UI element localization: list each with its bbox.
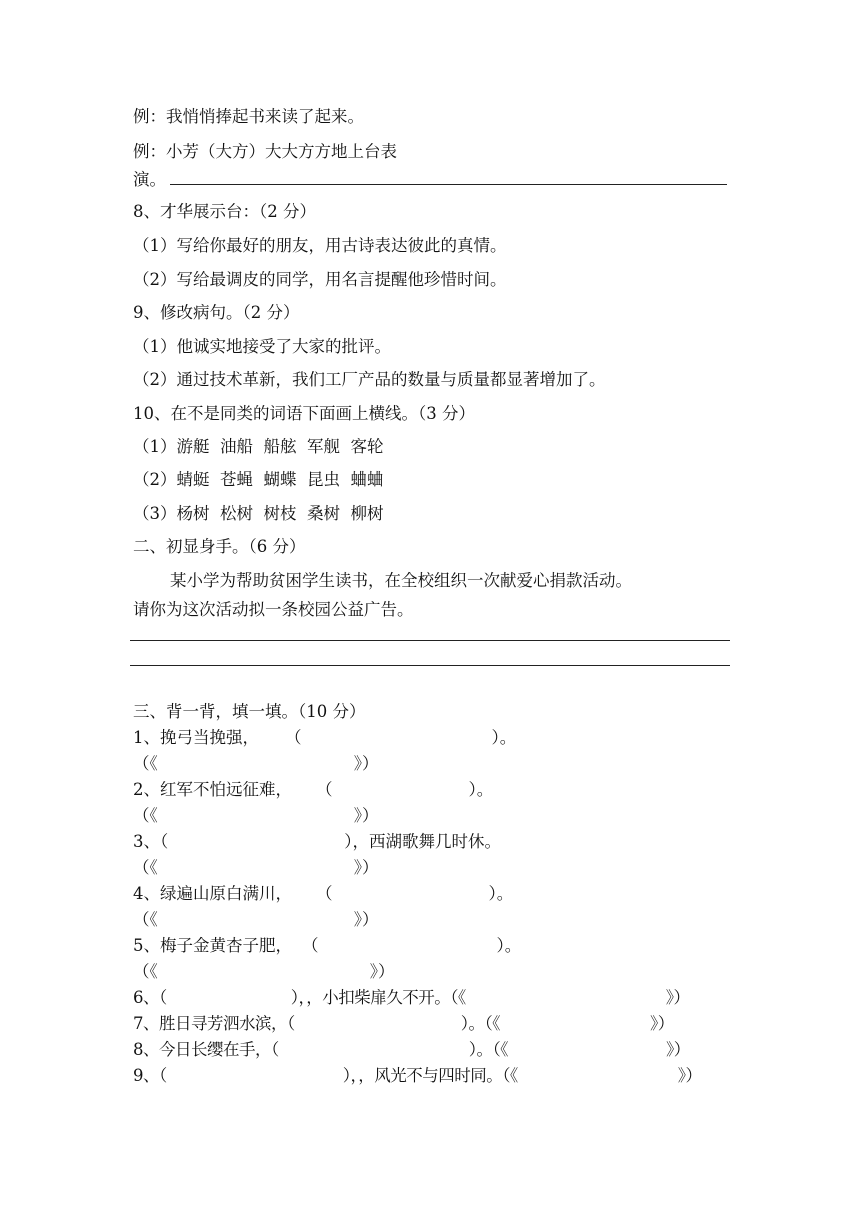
q9-item-1: （1）他诚实地接受了大家的批评。 bbox=[133, 337, 391, 356]
answer-line bbox=[130, 640, 730, 641]
recite-q3: 3、（ ），西湖歌舞几时休。 bbox=[133, 832, 501, 851]
part2-para-1: 某小学为帮助贫困学生读书，在全校组织一次献爱心捐款活动。 bbox=[170, 571, 632, 590]
q10-item-2: （2）蜻蜓 苍蝇 蝴蝶 昆虫 蛐蛐 bbox=[133, 470, 384, 489]
q8-item-1: （1）写给你最好的朋友，用古诗表达彼此的真情。 bbox=[133, 236, 507, 255]
q10-item-3: （3）杨树 松树 树枝 桑树 柳树 bbox=[133, 504, 384, 523]
q9-item-2: （2）通过技术革新，我们工厂产品的数量与质量都显著增加了。 bbox=[133, 370, 606, 389]
example-line-1: 例：我悄悄捧起书来读了起来。 bbox=[133, 107, 364, 126]
recite-q3-source: （《 》） bbox=[133, 858, 379, 877]
q10-title: 10、在不是同类的词语下面画上横线。（3 分） bbox=[133, 404, 475, 423]
part2-title: 二、初显身手。（6 分） bbox=[133, 537, 306, 556]
recite-q4-source: （《 》） bbox=[133, 910, 379, 929]
recite-q7: 7、胜日寻芳泗水滨，（ ）。（《 》） bbox=[133, 1014, 674, 1033]
recite-q2: 2、红军不怕远征难， （ ）。 bbox=[133, 780, 494, 799]
part3-title: 三、背一背，填一填。（10 分） bbox=[133, 702, 366, 721]
recite-q5: 5、梅子金黄杏子肥， （ ）。 bbox=[133, 936, 522, 955]
example-line-2: 例：小芳（大方）大大方方地上台表 bbox=[133, 142, 397, 161]
recite-q9: 9、（ ），，风光不与四时同。（《 》） bbox=[133, 1066, 702, 1085]
q8-title: 8、才华展示台：（2 分） bbox=[133, 202, 316, 221]
q10-item-1: （1）游艇 油船 船舷 军舰 客轮 bbox=[133, 437, 384, 456]
q9-title: 9、修改病句。（2 分） bbox=[133, 303, 300, 322]
recite-q1-source: （《 》） bbox=[133, 754, 379, 773]
example-line-3: 演。 bbox=[133, 170, 166, 189]
recite-q8: 8、今日长缨在手，（ ）。（《 》） bbox=[133, 1040, 690, 1059]
recite-q4: 4、绿遍山原白满川， （ ）。 bbox=[133, 884, 514, 903]
answer-line bbox=[130, 665, 730, 666]
answer-line bbox=[170, 184, 727, 185]
recite-q1: 1、挽弓当挽强， （ ）。 bbox=[133, 728, 517, 747]
q8-item-2: （2）写给最调皮的同学，用名言提醒他珍惜时间。 bbox=[133, 270, 507, 289]
part2-para-2: 请你为这次活动拟一条校园公益广告。 bbox=[133, 600, 414, 619]
recite-q6: 6、（ ），，小扣柴扉久不开。（《 》） bbox=[133, 988, 690, 1007]
recite-q2-source: （《 》） bbox=[133, 806, 379, 825]
recite-q5-source: （《 》） bbox=[133, 962, 395, 981]
